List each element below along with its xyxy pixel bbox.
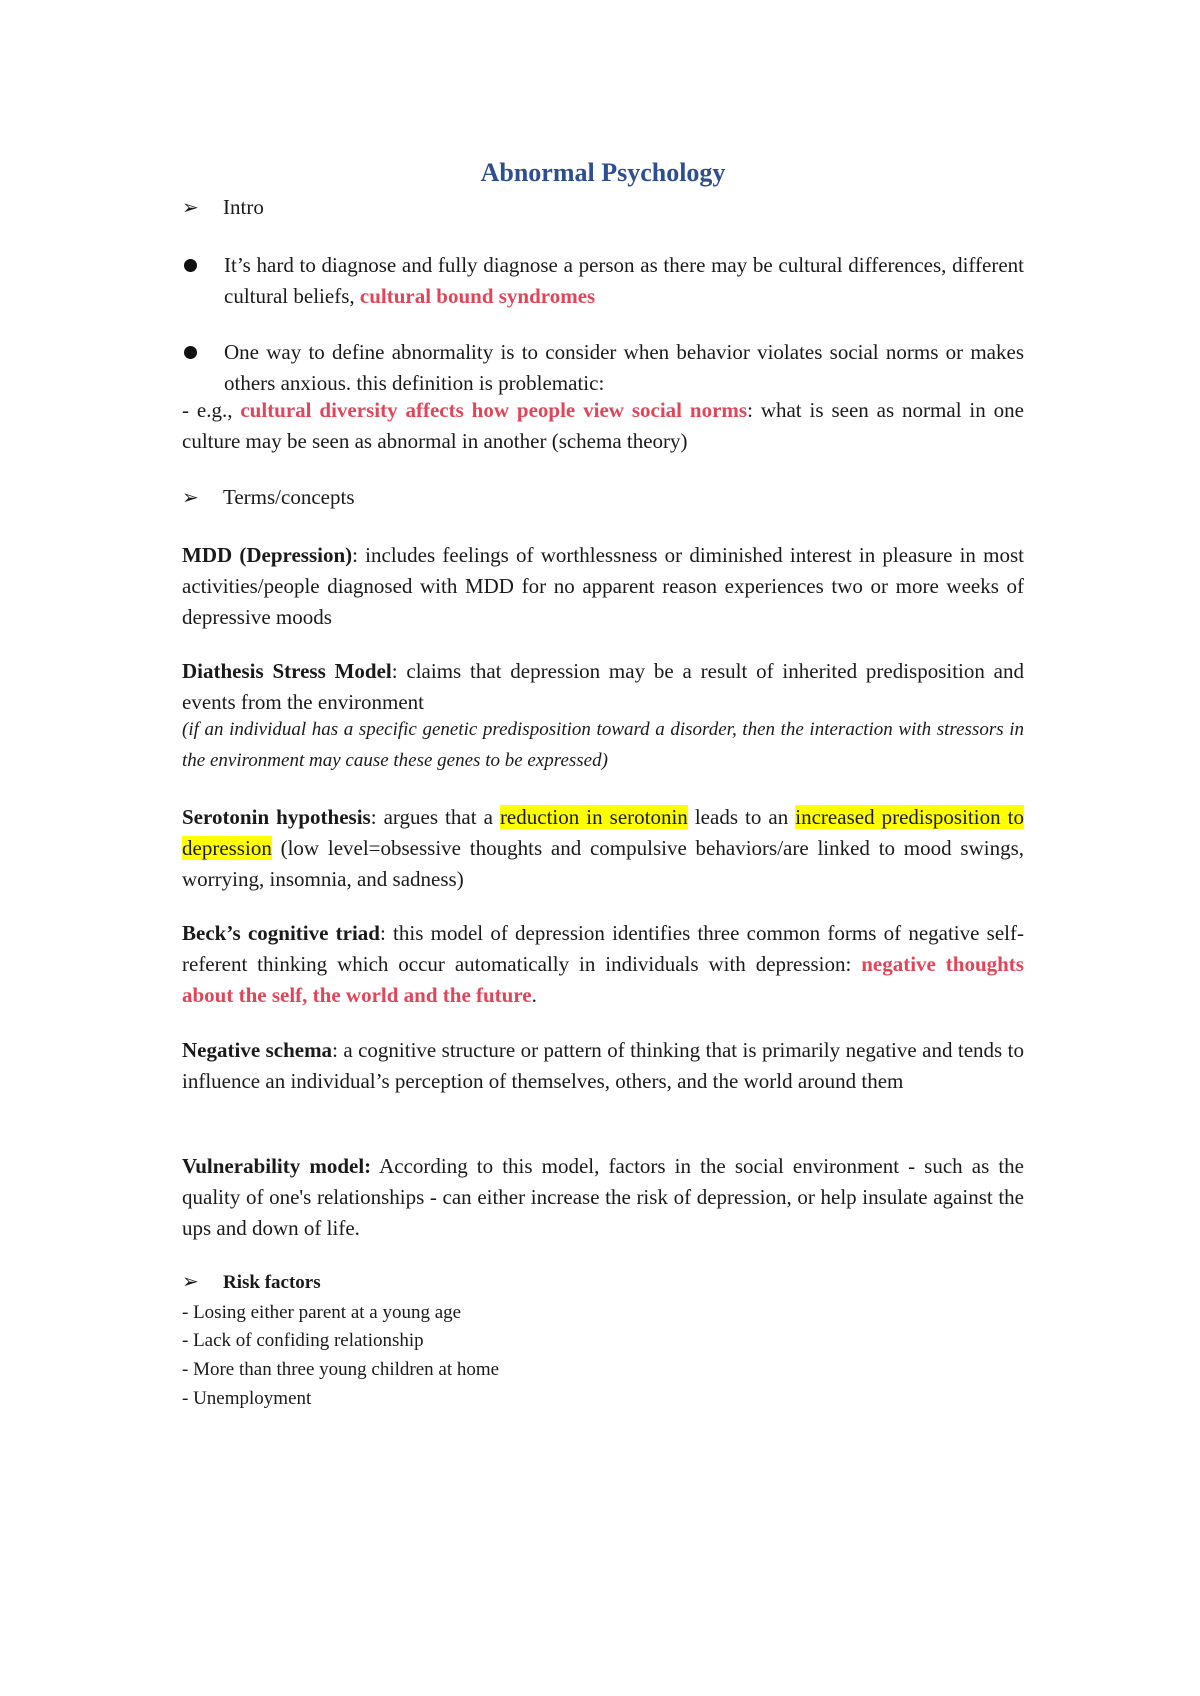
list-item xyxy=(182,337,1024,399)
term-becks-cognitive-triad xyxy=(182,918,1024,1011)
term-label: Diathesis Stress Model xyxy=(182,659,392,683)
term-definition: : includes feelings of worthlessness or diminished interest in pleasure in most activities/people diagnosed with MDD for no apparent reason experiences two or more weeks of depressive moods xyxy=(182,543,1024,629)
term-diathesis-stress-model xyxy=(182,656,1024,718)
example-paragraph xyxy=(182,395,1024,457)
term-negative-schema xyxy=(182,1035,1024,1097)
term-definition: : claims that depression may be a result of inherited predisposition and events from the environment xyxy=(182,659,1025,714)
term-definition: According to this model, factors in the social environment - such as the quality of one's relationships - can either increase the risk of depression, or help insulate against the ups and down of life. xyxy=(182,1154,1024,1240)
section-heading-risk-factors xyxy=(182,1267,321,1298)
term-label: Beck’s cognitive triad xyxy=(182,921,380,945)
term-vulnerability-model xyxy=(182,1151,1024,1244)
term-mdd xyxy=(182,540,1024,633)
term-definition: : this model of depression identifies three common forms of negative self-referent thinking which occur automatically in individuals with depression: xyxy=(182,921,1024,976)
arrowhead-bullet-icon: ➢ xyxy=(182,487,199,509)
arrowhead-bullet-icon: ➢ xyxy=(182,197,199,219)
emphasis-text: negative thoughts about the self, the world and the future xyxy=(182,952,1024,1007)
term-label: Negative schema xyxy=(182,1038,333,1062)
term-label: MDD (Depression) xyxy=(182,543,353,567)
filled-circle-bullet-icon xyxy=(184,346,197,359)
page-title: Abnormal Psychology xyxy=(480,158,726,187)
highlighted-text: reduction in serotonin xyxy=(499,805,688,829)
section-heading-label: Terms/concepts xyxy=(223,485,355,509)
term-definition-end: . xyxy=(531,983,537,1007)
emphasis-text: cultural bound syndromes xyxy=(359,284,596,308)
term-serotonin-hypothesis xyxy=(182,802,1024,895)
list-item: - Lack of confiding relationship xyxy=(182,1330,424,1351)
list-item: - Losing either parent at a young age xyxy=(182,1302,462,1323)
filled-circle-bullet-icon xyxy=(184,259,197,272)
highlighted-text: increased predisposition to depression xyxy=(182,805,1024,860)
example-prefix: - e.g., xyxy=(182,398,241,422)
list-item-text xyxy=(224,250,1024,312)
section-heading-label: Risk factors xyxy=(223,1272,321,1293)
term-definition: : a cognitive structure or pattern of thinking that is primarily negative and tends to influence an individual’s perception of themselves, others, and the world around them xyxy=(182,1038,1024,1093)
section-heading-label: Intro xyxy=(223,195,264,219)
example-text: : what is seen as normal in one culture may be seen as abnormal in another (schema theory) xyxy=(182,398,1024,453)
list-item: - Unemployment xyxy=(182,1388,312,1409)
term-definition: : argues that a xyxy=(370,805,500,829)
term-label: Vulnerability model: xyxy=(182,1154,372,1178)
list-item: - More than three young children at home xyxy=(182,1359,500,1380)
term-note: (if an individual has a specific genetic predisposition toward a disorder, then the interaction with stressors in the environment may cause these genes to be expressed) xyxy=(182,719,1024,771)
list-item-text: One way to define abnormality is to consider when behavior violates social norms or makes others anxious. this definition is problematic: xyxy=(224,340,1024,395)
bullet-text: It’s hard to diagnose and fully diagnose a person as there may be cultural differences, different cultural beliefs, xyxy=(224,253,1024,308)
arrowhead-bullet-icon: ➢ xyxy=(182,1271,199,1293)
emphasis-text: cultural diversity affects how people view social norms xyxy=(240,398,748,422)
section-heading-intro xyxy=(182,192,264,224)
term-definition: (low level=obsessive thoughts and compulsive behaviors/are linked to mood swings, worrying, insomnia, and sadness) xyxy=(182,836,1024,891)
term-label: Serotonin hypothesis xyxy=(182,805,371,829)
list-item xyxy=(182,250,1024,312)
term-definition: leads to an xyxy=(687,805,796,829)
section-heading-terms xyxy=(182,482,355,514)
